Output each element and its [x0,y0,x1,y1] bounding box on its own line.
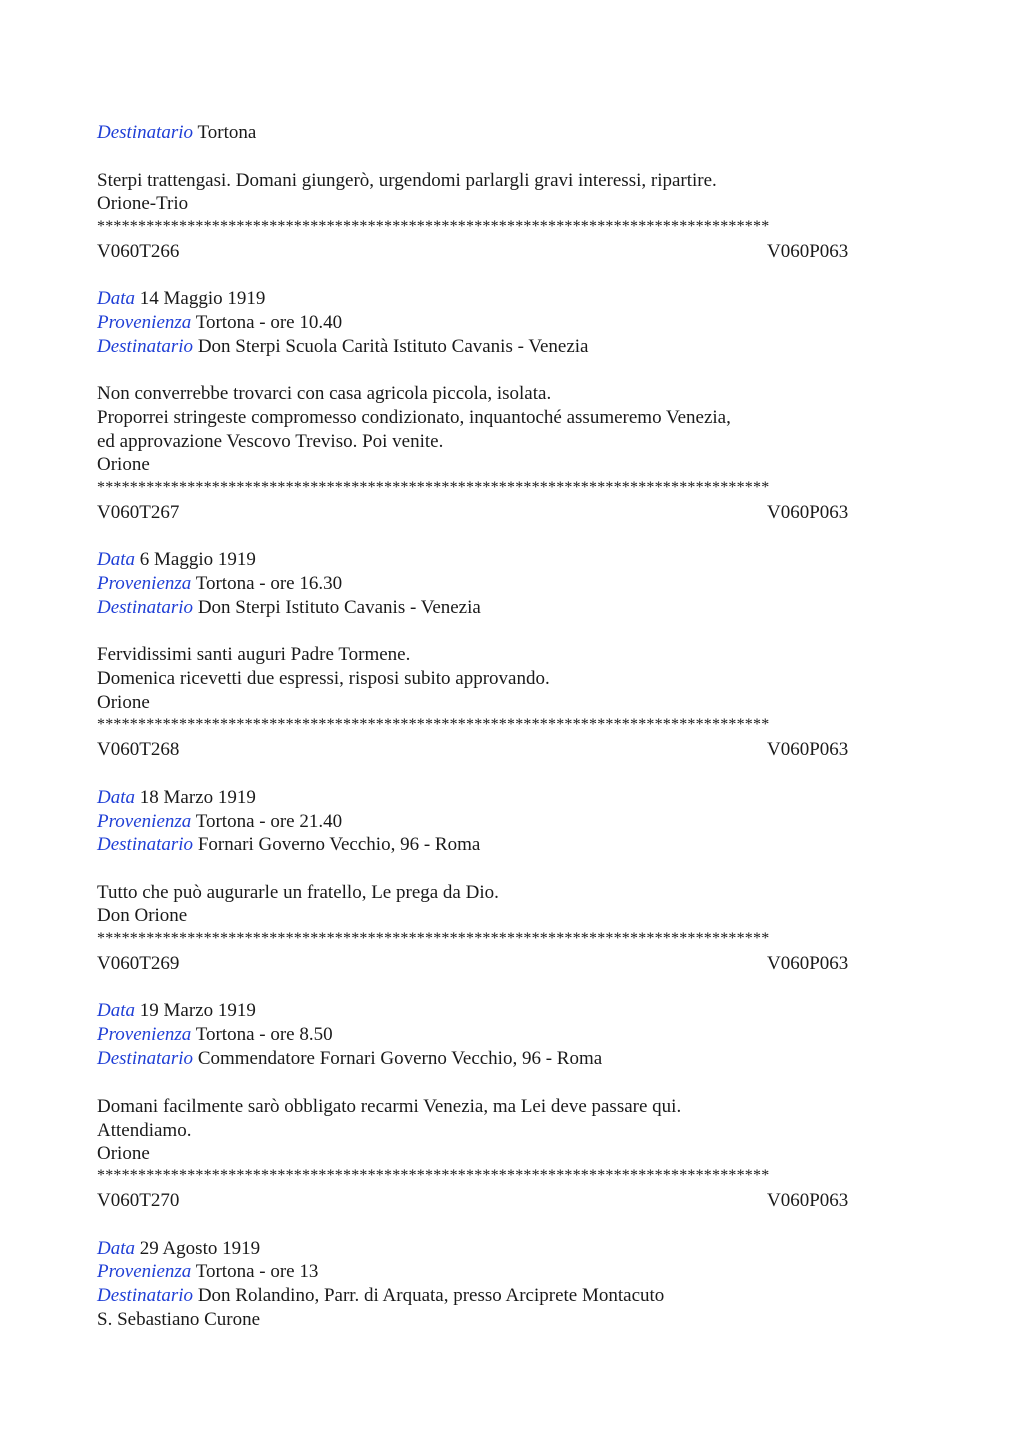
provenienza-label: Provenienza [97,811,192,832]
destinatario-label: Destinatario [97,122,194,143]
provenienza-label: Provenienza [97,312,192,333]
destinatario-label: Destinatario [97,336,194,357]
destinatario-value: Tortona [197,122,257,143]
destinatario-value: Don Sterpi Scuola Carità Istituto Cavanis - Venezia [197,336,589,357]
entry-destinatario-line [97,596,481,620]
entry-body-line: Non converrebbe trovarci con casa agricola piccola, isolata. [97,383,552,404]
entry-code-row [97,952,927,976]
separator: ********************************************************************************** [97,218,770,235]
entry-page-code: V060P063 [767,1190,849,1211]
data-label: Data [97,288,135,309]
entry-code: V060T266 [97,241,180,262]
entry-page-code: V060P063 [767,739,849,760]
entry-body-line: Proporrei stringeste compromesso condizionato, inquantoché assumeremo Venezia, [97,407,731,428]
data-label: Data [97,549,135,570]
entry-code-row [97,738,927,762]
destinatario-value: Commendatore Fornari Governo Vecchio, 96 - Roma [197,1048,603,1069]
entry-page-code: V060P063 [767,502,849,523]
provenienza-value: Tortona - ore 21.40 [195,811,343,832]
provenienza-label: Provenienza [97,573,192,594]
entry-data-line [97,999,256,1023]
entry-destinatario-line [97,1284,664,1308]
destinatario-value: Fornari Governo Vecchio, 96 - Roma [197,834,481,855]
data-value: 6 Maggio 1919 [139,549,256,570]
data-label: Data [97,787,135,808]
entry-code-row [97,501,927,525]
data-value: 29 Agosto 1919 [139,1238,261,1259]
entry-body-line: Tutto che può augurarle un fratello, Le prega da Dio. [97,882,499,903]
entry-destinatario-line [97,335,588,359]
separator: ********************************************************************************** [97,716,770,733]
entry-destinatario-line [97,1047,602,1071]
entry-page-code: V060P063 [767,953,849,974]
entry-body-line: ed approvazione Vescovo Treviso. Poi venite. [97,431,444,452]
entry-code-row [97,1189,927,1213]
destinatario-label: Destinatario [97,1285,194,1306]
entry-destinatario-continuation: S. Sebastiano Curone [97,1309,261,1330]
intro-body-line: Sterpi trattengasi. Domani giungerò, urgendomi parlargli gravi interessi, ripartire. [97,170,717,191]
separator: ********************************************************************************** [97,1167,770,1184]
entry-body-line: Fervidissimi santi auguri Padre Tormene. [97,644,411,665]
entry-provenienza-line [97,572,342,596]
provenienza-label: Provenienza [97,1024,192,1045]
destinatario-label: Destinatario [97,597,194,618]
entry-code-row [97,240,927,264]
entry-code: V060T267 [97,502,180,523]
entry-signature: Orione [97,454,150,475]
entry-page-code: V060P063 [767,241,849,262]
entry-provenienza-line [97,1023,333,1047]
destinatario-value: Don Sterpi Istituto Cavanis - Venezia [197,597,481,618]
entry-signature: Orione [97,1143,150,1164]
provenienza-value: Tortona - ore 10.40 [195,312,343,333]
entry-signature: Orione [97,692,150,713]
entry-provenienza-line [97,311,342,335]
separator: ********************************************************************************** [97,479,770,496]
entry-signature: Don Orione [97,905,188,926]
provenienza-value: Tortona - ore 13 [195,1261,319,1282]
entry-body-line: Domani facilmente sarò obbligato recarmi Venezia, ma Lei deve passare qui. [97,1096,682,1117]
data-label: Data [97,1000,135,1021]
intro-signature: Orione-Trio [97,193,189,214]
entry-code: V060T268 [97,739,180,760]
intro-destinatario-line [97,121,256,145]
provenienza-value: Tortona - ore 16.30 [195,573,343,594]
data-value: 19 Marzo 1919 [139,1000,256,1021]
data-value: 18 Marzo 1919 [139,787,256,808]
data-value: 14 Maggio 1919 [139,288,266,309]
separator: ********************************************************************************** [97,930,770,947]
destinatario-label: Destinatario [97,834,194,855]
entry-provenienza-line [97,1260,318,1284]
entry-data-line [97,1237,260,1261]
entry-provenienza-line [97,810,342,834]
destinatario-label: Destinatario [97,1048,194,1069]
destinatario-value: Don Rolandino, Parr. di Arquata, presso Arciprete Montacuto [197,1285,665,1306]
entry-data-line [97,786,256,810]
entry-body-line: Domenica ricevetti due espressi, risposi subito approvando. [97,668,550,689]
entry-body-line: Attendiamo. [97,1120,192,1141]
entry-destinatario-line [97,833,480,857]
data-label: Data [97,1238,135,1259]
entry-data-line [97,287,265,311]
provenienza-value: Tortona - ore 8.50 [195,1024,333,1045]
provenienza-label: Provenienza [97,1261,192,1282]
entry-data-line [97,548,256,572]
entry-code: V060T269 [97,953,180,974]
entry-code: V060T270 [97,1190,180,1211]
